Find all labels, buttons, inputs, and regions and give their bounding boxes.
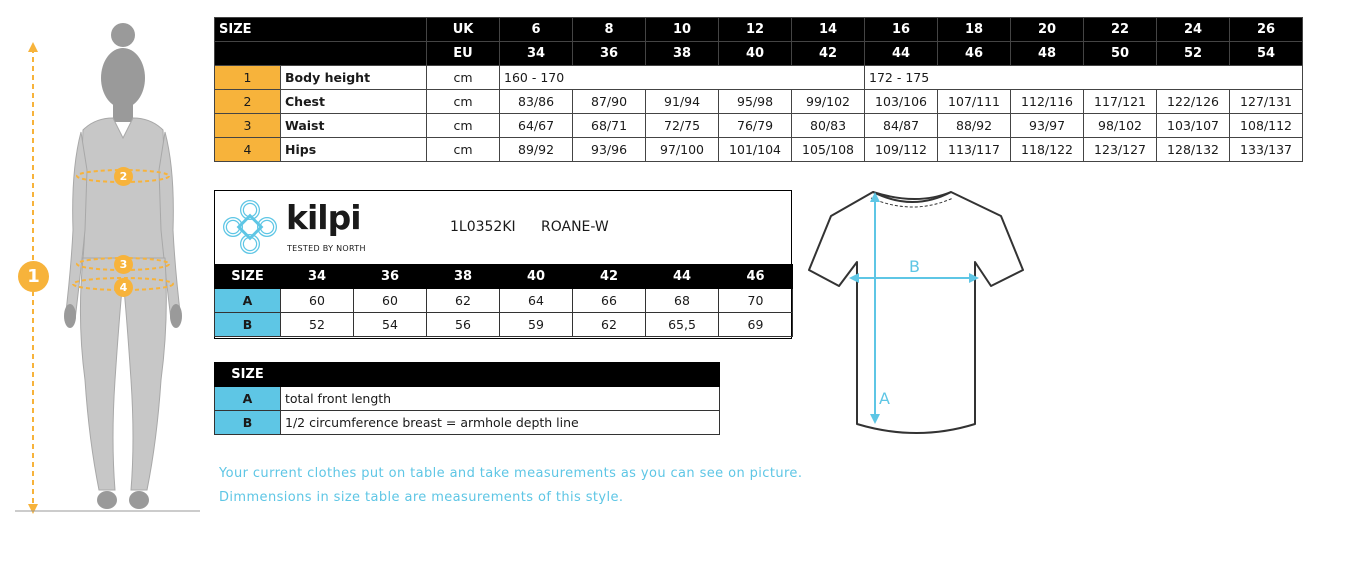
size-header-label: SIZE xyxy=(215,363,281,387)
brand-logo-text: kilpi xyxy=(286,198,361,237)
row-label: A xyxy=(215,289,281,313)
eu-size: 42 xyxy=(792,42,865,66)
legend-header-row xyxy=(215,363,720,387)
uk-label: UK xyxy=(427,18,500,42)
product-code: 1L0352KI xyxy=(450,219,516,235)
table-cell: 113/117 xyxy=(938,138,1011,162)
chest-row xyxy=(215,90,1303,114)
garment-size-header-row xyxy=(215,265,793,289)
uk-size: 14 xyxy=(792,18,865,42)
marker-waist-badge: 3 xyxy=(114,255,133,274)
legend-label: A xyxy=(215,387,281,411)
marker-height-badge: 1 xyxy=(18,261,49,292)
row-label: B xyxy=(215,313,281,337)
row-number: 4 xyxy=(215,138,281,162)
table-cell: 118/122 xyxy=(1011,138,1084,162)
row-name: Waist xyxy=(281,114,427,138)
body-height-row xyxy=(215,66,1303,90)
table-cell: 99/102 xyxy=(792,90,865,114)
brand-tagline: TESTED BY NORTH xyxy=(287,244,366,253)
legend-description: total front length xyxy=(281,387,720,411)
table-cell: 64/67 xyxy=(500,114,573,138)
uk-size: 10 xyxy=(646,18,719,42)
table-cell: 62 xyxy=(573,313,646,337)
garment-size: 42 xyxy=(573,265,646,289)
table-cell: 60 xyxy=(354,289,427,313)
table-cell: 76/79 xyxy=(719,114,792,138)
measurement-legend-table xyxy=(214,362,720,435)
uk-size: 8 xyxy=(573,18,646,42)
table-cell: 127/131 xyxy=(1230,90,1303,114)
legend-label: B xyxy=(215,411,281,435)
eu-size: 50 xyxy=(1084,42,1157,66)
table-cell: 56 xyxy=(427,313,500,337)
table-cell: 66 xyxy=(573,289,646,313)
eu-size-row xyxy=(215,42,1303,66)
row-name: Body height xyxy=(281,66,427,90)
table-cell: 108/112 xyxy=(1230,114,1303,138)
hips-row xyxy=(215,138,1303,162)
eu-size: 34 xyxy=(500,42,573,66)
legend-description: 1/2 circumference breast = armhole depth line xyxy=(281,411,720,435)
garment-row-a xyxy=(215,289,793,313)
table-cell: 68 xyxy=(646,289,719,313)
uk-size: 6 xyxy=(500,18,573,42)
table-cell: 103/107 xyxy=(1157,114,1230,138)
marker-hips-badge: 4 xyxy=(114,278,133,297)
garment-size: 44 xyxy=(646,265,719,289)
uk-size: 16 xyxy=(865,18,938,42)
height-range-cell: 172 - 175 xyxy=(865,66,1303,90)
eu-label: EU xyxy=(427,42,500,66)
row-unit: cm xyxy=(427,90,500,114)
table-cell: 54 xyxy=(354,313,427,337)
tshirt-label-b: B xyxy=(909,257,920,276)
uk-size: 24 xyxy=(1157,18,1230,42)
instruction-note: Dimmensions in size table are measurements of this style. xyxy=(219,490,624,505)
uk-size: 26 xyxy=(1230,18,1303,42)
garment-size: 38 xyxy=(427,265,500,289)
row-unit: cm xyxy=(427,138,500,162)
table-cell: 72/75 xyxy=(646,114,719,138)
table-cell: 93/97 xyxy=(1011,114,1084,138)
table-cell: 87/90 xyxy=(573,90,646,114)
legend-row-b xyxy=(215,411,720,435)
table-cell: 101/104 xyxy=(719,138,792,162)
table-cell: 59 xyxy=(500,313,573,337)
table-cell: 88/92 xyxy=(938,114,1011,138)
row-number: 3 xyxy=(215,114,281,138)
table-cell: 103/106 xyxy=(865,90,938,114)
waist-row xyxy=(215,114,1303,138)
size-header-label: SIZE xyxy=(215,265,281,289)
table-cell: 105/108 xyxy=(792,138,865,162)
table-cell: 95/98 xyxy=(719,90,792,114)
garment-size: 36 xyxy=(354,265,427,289)
uk-size: 20 xyxy=(1011,18,1084,42)
table-cell: 122/126 xyxy=(1157,90,1230,114)
table-cell: 89/92 xyxy=(500,138,573,162)
table-cell: 60 xyxy=(281,289,354,313)
row-number: 2 xyxy=(215,90,281,114)
table-cell: 83/86 xyxy=(500,90,573,114)
marker-chest-badge: 2 xyxy=(114,167,133,186)
eu-size: 54 xyxy=(1230,42,1303,66)
legend-row-a xyxy=(215,387,720,411)
body-size-chart-table xyxy=(214,17,1303,162)
instruction-note: Your current clothes put on table and take measurements as you can see on picture. xyxy=(219,466,803,481)
garment-size: 40 xyxy=(500,265,573,289)
table-cell: 93/96 xyxy=(573,138,646,162)
table-cell: 128/132 xyxy=(1157,138,1230,162)
garment-size: 46 xyxy=(719,265,793,289)
kilpi-knot-logo-icon xyxy=(221,198,279,256)
eu-size: 38 xyxy=(646,42,719,66)
uk-size: 12 xyxy=(719,18,792,42)
table-cell: 107/111 xyxy=(938,90,1011,114)
table-cell: 84/87 xyxy=(865,114,938,138)
table-cell: 112/116 xyxy=(1011,90,1084,114)
row-name: Hips xyxy=(281,138,427,162)
tshirt-diagram xyxy=(805,186,1030,441)
eu-size: 52 xyxy=(1157,42,1230,66)
table-cell: 123/127 xyxy=(1084,138,1157,162)
uk-size: 18 xyxy=(938,18,1011,42)
table-cell: 91/94 xyxy=(646,90,719,114)
table-cell: 97/100 xyxy=(646,138,719,162)
table-cell: 70 xyxy=(719,289,793,313)
row-unit: cm xyxy=(427,114,500,138)
row-unit: cm xyxy=(427,66,500,90)
table-cell: 117/121 xyxy=(1084,90,1157,114)
table-cell: 98/102 xyxy=(1084,114,1157,138)
table-cell: 68/71 xyxy=(573,114,646,138)
garment-row-b xyxy=(215,313,793,337)
garment-size: 34 xyxy=(281,265,354,289)
row-name: Chest xyxy=(281,90,427,114)
size-header-label: SIZE xyxy=(215,18,427,42)
table-cell: 64 xyxy=(500,289,573,313)
eu-size: 46 xyxy=(938,42,1011,66)
table-cell: 133/137 xyxy=(1230,138,1303,162)
table-cell: 80/83 xyxy=(792,114,865,138)
table-cell: 65,5 xyxy=(646,313,719,337)
table-cell: 62 xyxy=(427,289,500,313)
table-cell: 109/112 xyxy=(865,138,938,162)
row-number: 1 xyxy=(215,66,281,90)
uk-size-row xyxy=(215,18,1303,42)
table-cell: 52 xyxy=(281,313,354,337)
garment-measurement-table xyxy=(214,264,793,337)
tshirt-label-a: A xyxy=(879,389,890,408)
height-range-cell: 160 - 170 xyxy=(500,66,865,90)
eu-size: 40 xyxy=(719,42,792,66)
product-name: ROANE-W xyxy=(541,219,609,235)
eu-size: 44 xyxy=(865,42,938,66)
eu-size: 36 xyxy=(573,42,646,66)
eu-size: 48 xyxy=(1011,42,1084,66)
table-cell: 69 xyxy=(719,313,793,337)
uk-size: 22 xyxy=(1084,18,1157,42)
